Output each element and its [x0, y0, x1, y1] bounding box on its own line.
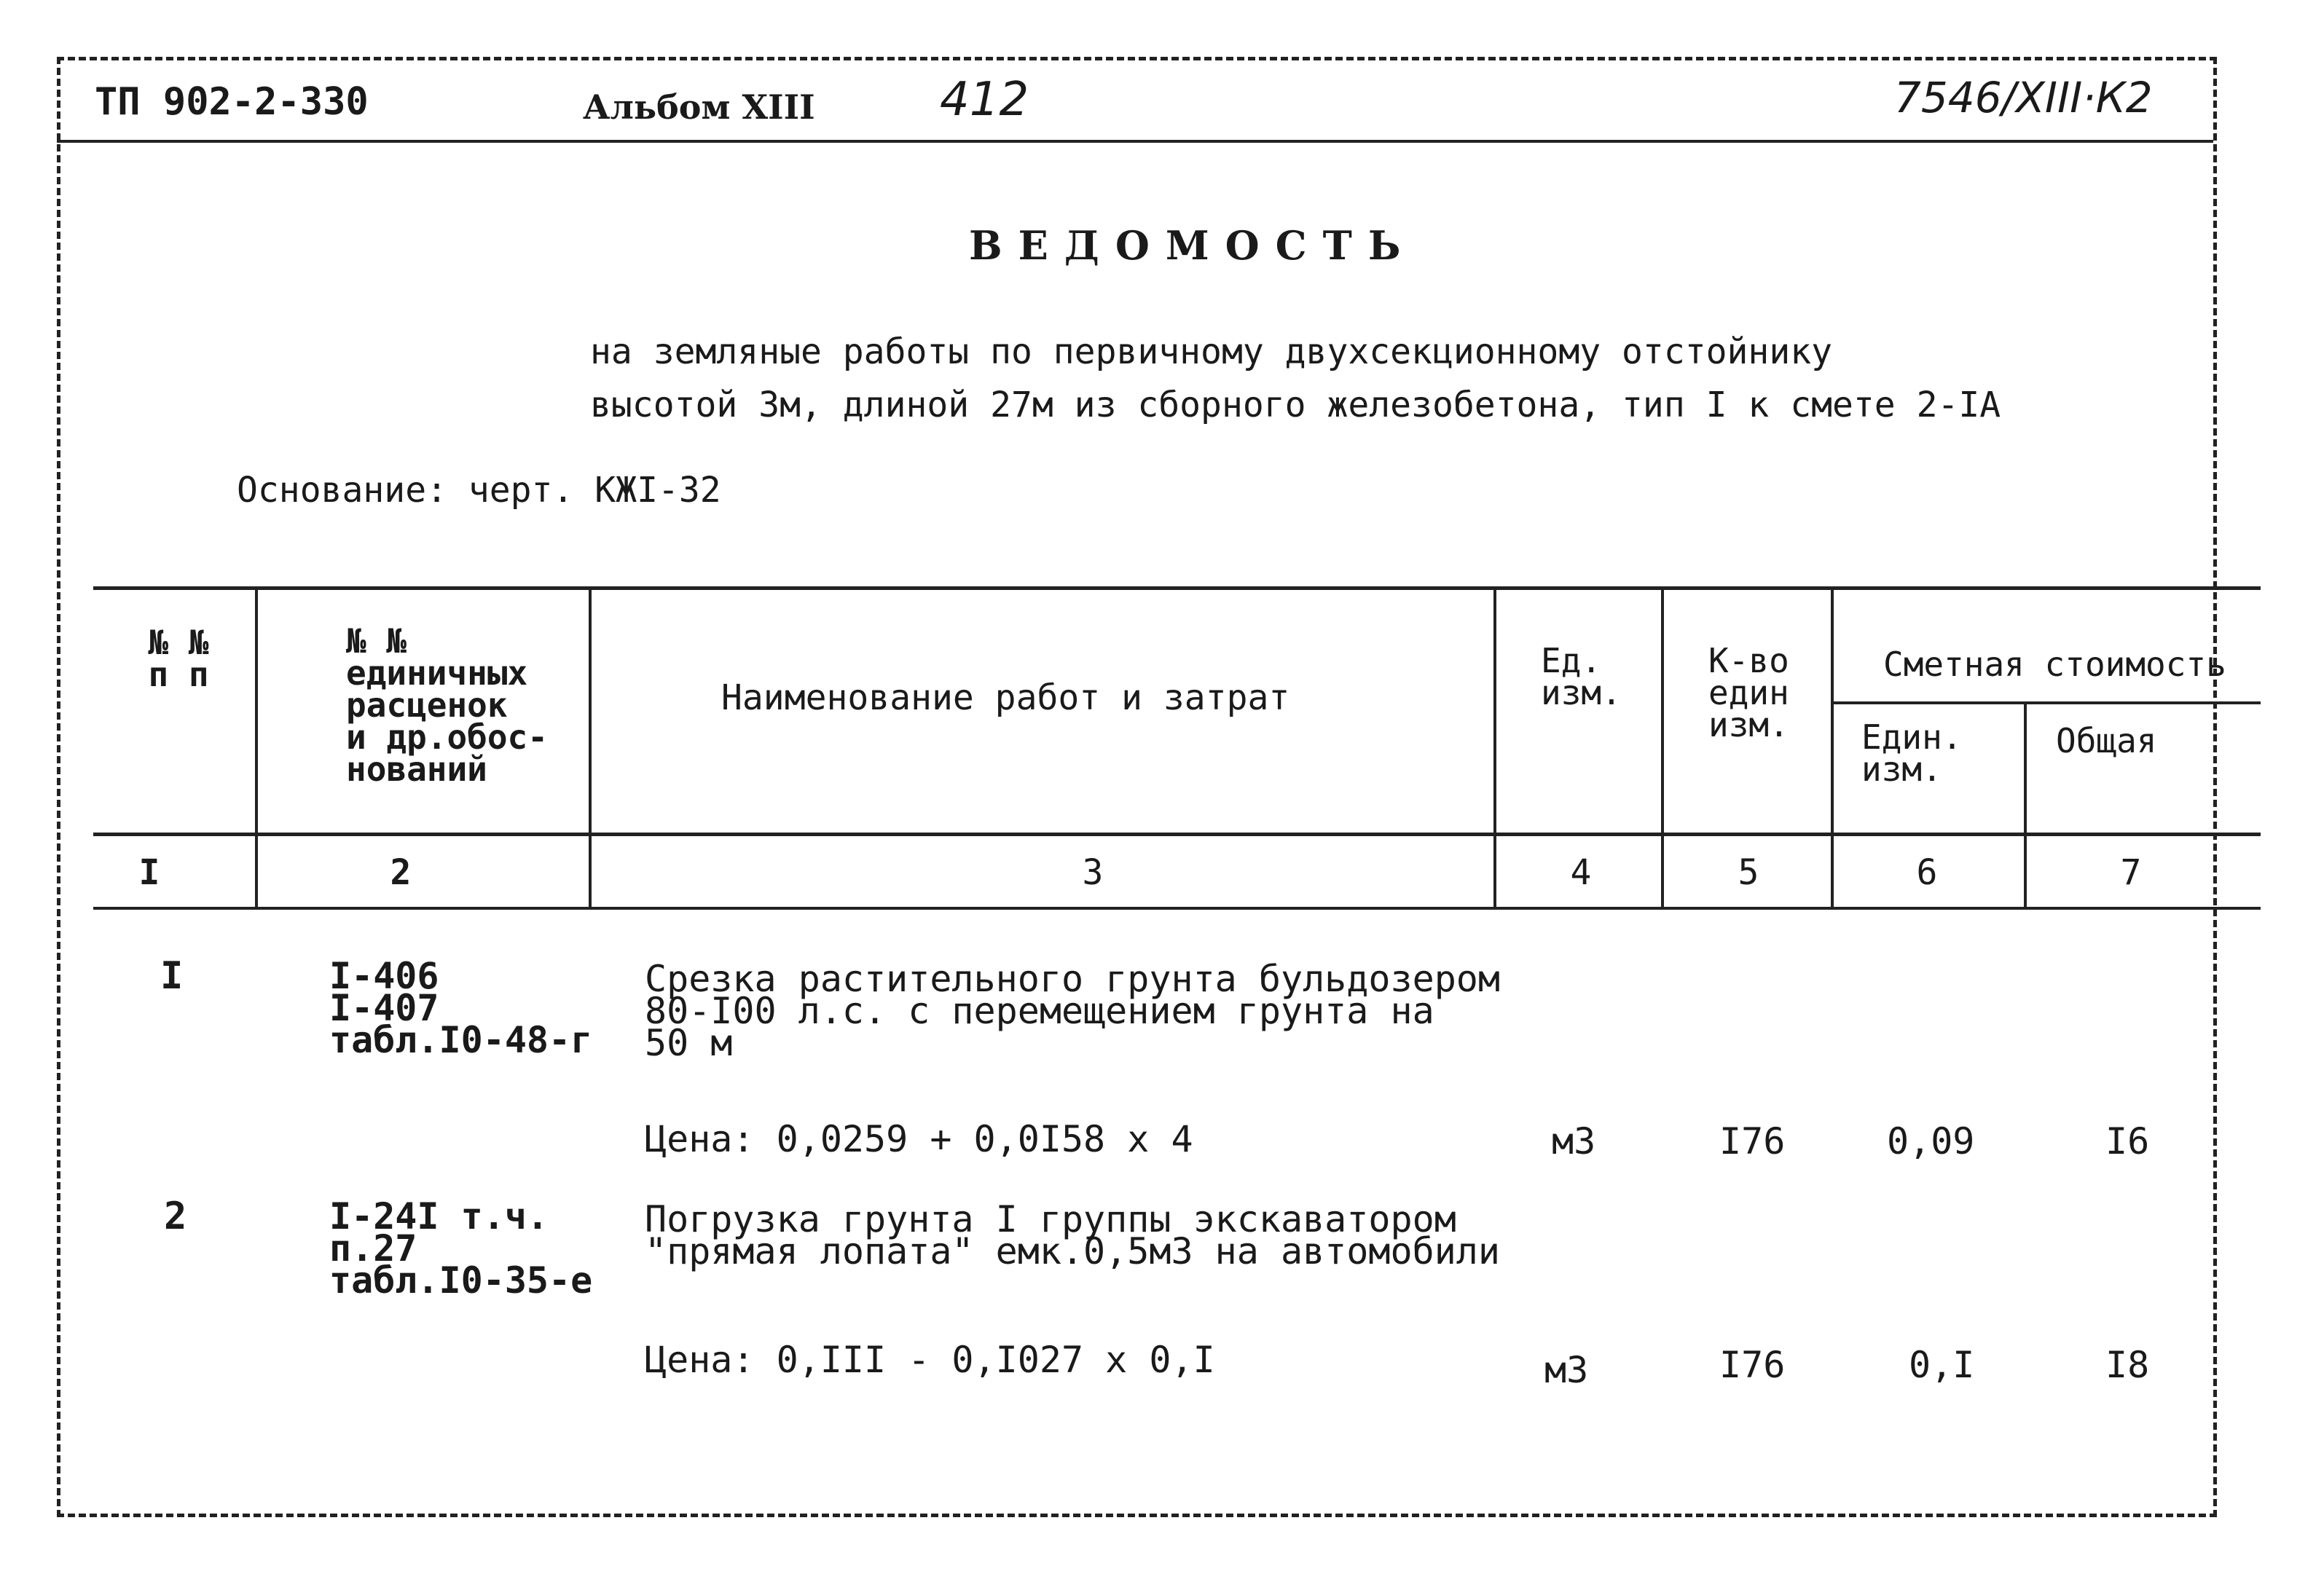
header-col2-line3: расценок [346, 685, 508, 725]
row1-qty: I76 [1719, 1120, 1786, 1162]
row1-ref-3: табл.I0-48-г [329, 1019, 593, 1061]
row1-name-line3: 50 м [645, 1022, 733, 1064]
row2-ref-1: I-24I т.ч. [329, 1195, 549, 1237]
subtitle-line-1: на земляные работы по первичному двухсекционному отстойнику [590, 331, 1833, 372]
header-col1-line1: № № [148, 623, 209, 662]
inventory-number: 7546/XIII·К2 [1894, 73, 2153, 122]
header-col5-line2: един [1708, 673, 1789, 712]
colnum-7: 7 [2120, 852, 2142, 893]
col-divider-5 [1831, 589, 1834, 909]
col-divider-3 [1493, 589, 1496, 909]
colnum-6: 6 [1916, 852, 1938, 893]
page-number: 412 [940, 73, 1029, 127]
header-cost-group: Сметная стоимость [1883, 645, 2226, 684]
header-col6-line1: Един. [1861, 717, 1963, 757]
cost-subheader-line [1832, 701, 2261, 704]
header-col2-line2: единичных [346, 653, 528, 693]
header-col7: Общая [2056, 721, 2157, 760]
row1-ref-2: I-407 [329, 987, 439, 1029]
header-col5-line3: изм. [1708, 705, 1789, 744]
row1-num: I [160, 954, 184, 998]
header-col2-line1: № № [346, 621, 407, 661]
col-divider-2 [589, 589, 592, 909]
col-divider-1 [255, 589, 258, 909]
row2-name-line2: "прямая лопата" емк.0,5м3 на автомобили [645, 1230, 1500, 1272]
colnum-3: 3 [1082, 852, 1104, 893]
col-divider-4 [1661, 589, 1664, 909]
row2-refs [329, 1195, 593, 1302]
colnum-4: 4 [1570, 852, 1592, 893]
col-divider-6 [2024, 703, 2027, 909]
doc-code: ТП 902-2-330 [95, 80, 369, 124]
row1-ref-1: I-406 [329, 955, 439, 997]
table-top-border [93, 586, 2261, 590]
row2-num: 2 [164, 1195, 187, 1238]
row2-total: I8 [2105, 1344, 2150, 1386]
row2-name-line1: Погрузка грунта I группы экскаватором [645, 1198, 1456, 1240]
colnum-2: 2 [390, 852, 412, 893]
row1-price: Цена: 0,0259 + 0,0I58 x 4 [645, 1118, 1193, 1160]
row2-name [645, 1198, 1500, 1272]
basis-line: Основание: черт. КЖI-32 [237, 470, 721, 511]
row1-name [645, 958, 1500, 1064]
header-col1 [142, 623, 215, 694]
header-col3: Наименование работ и затрат [721, 677, 1290, 718]
row2-ref-2: п.27 [329, 1227, 417, 1270]
colnum-1: I [138, 852, 160, 893]
header-col2 [346, 621, 548, 789]
header-bottom-border [93, 833, 2261, 836]
header-col4 [1541, 641, 1622, 712]
colnum-bottom-border [93, 907, 2261, 910]
row2-ref-3: табл.I0-35-е [329, 1259, 593, 1302]
header-col6 [1861, 717, 1963, 789]
header-col6-line2: изм. [1861, 749, 1942, 789]
header-col4-line1: Ед. [1541, 641, 1602, 680]
row1-unit: м3 [1552, 1120, 1596, 1162]
row2-price: Цена: 0,III - 0,I027 x 0,I [645, 1339, 1215, 1381]
row1-name-line2: 80-I00 л.с. с перемещением грунта на [645, 990, 1434, 1032]
album-label: Альбом XIII [583, 87, 815, 127]
header-col1-line2: п п [148, 655, 209, 694]
row1-refs [329, 955, 593, 1061]
subtitle-line-2: высотой 3м, длиной 27м из сборного железобетона, тип I к смете 2-IА [590, 385, 2001, 425]
document-title: ВЕДОМОСТЬ [969, 222, 1417, 269]
row2-unit: м3 [1544, 1349, 1589, 1391]
row1-name-line1: Срезка растительного грунта бульдозером [645, 958, 1500, 1000]
header-col2-line5: нований [346, 749, 487, 789]
header-col4-line2: изм. [1541, 673, 1622, 712]
row1-total: I6 [2105, 1120, 2150, 1162]
header-divider [57, 140, 2213, 143]
row1-unit-cost: 0,09 [1887, 1120, 1975, 1162]
header-col5 [1708, 641, 1789, 744]
colnum-5: 5 [1738, 852, 1759, 893]
header-col5-line1: К-во [1708, 641, 1789, 680]
row2-qty: I76 [1719, 1344, 1786, 1386]
row2-unit-cost: 0,I [1909, 1344, 1975, 1386]
header-col2-line4: и др.обос- [346, 717, 548, 757]
